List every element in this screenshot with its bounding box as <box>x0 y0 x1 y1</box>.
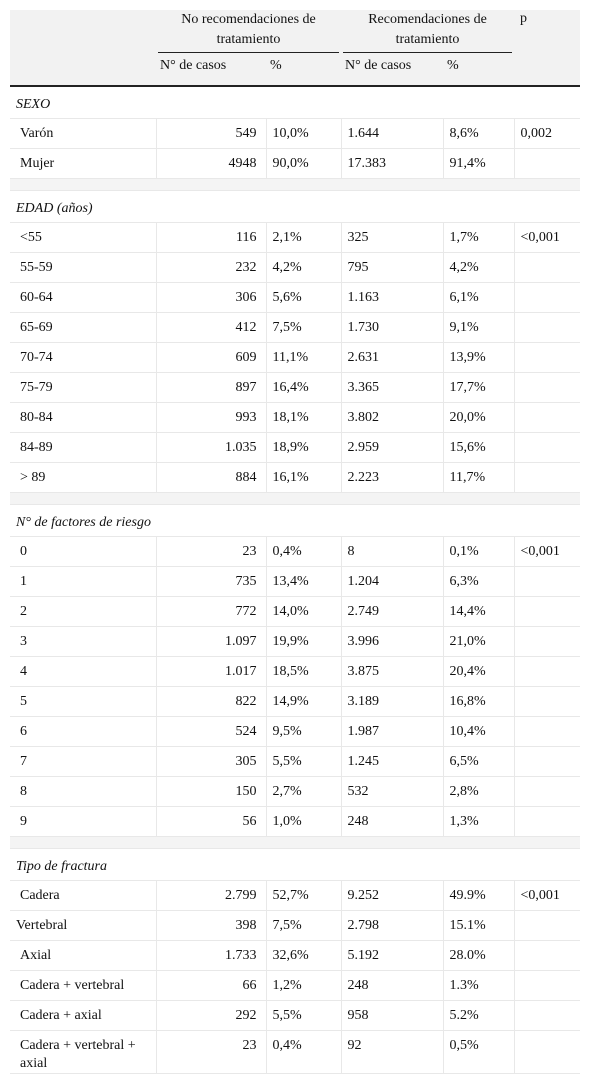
cell-n-casos-no: 884 <box>156 462 266 492</box>
table-row <box>10 566 580 596</box>
row-label: 5 <box>10 686 156 716</box>
cell-n-casos-si: 9.252 <box>341 880 443 910</box>
table-row <box>10 686 580 716</box>
cell-p-value <box>514 596 580 626</box>
cell-pct-no: 1,0% <box>266 806 341 836</box>
row-label: Mujer <box>10 148 156 178</box>
cell-pct-no: 5,5% <box>266 1000 341 1030</box>
cell-pct-no: 2,7% <box>266 776 341 806</box>
cell-pct-no: 0,4% <box>266 536 341 566</box>
cell-p-value <box>514 566 580 596</box>
cell-n-casos-si: 795 <box>341 252 443 282</box>
cell-p-value <box>514 940 580 970</box>
cell-n-casos-no: 993 <box>156 402 266 432</box>
header-row-groups <box>10 10 580 53</box>
cell-n-casos-no: 1.017 <box>156 656 266 686</box>
cell-n-casos-si: 1.163 <box>341 282 443 312</box>
cell-n-casos-no: 772 <box>156 596 266 626</box>
table-row <box>10 656 580 686</box>
row-label: 4 <box>10 656 156 686</box>
header-p: p <box>514 10 580 53</box>
cell-pct-no: 16,1% <box>266 462 341 492</box>
header-empty <box>10 53 156 86</box>
row-label: Cadera <box>10 880 156 910</box>
cell-n-casos-no: 2.799 <box>156 880 266 910</box>
cell-pct-si: 1.3% <box>443 970 514 1000</box>
row-label: 2 <box>10 596 156 626</box>
row-label: 0 <box>10 536 156 566</box>
table-row <box>10 222 580 252</box>
row-label: 8 <box>10 776 156 806</box>
header-pct-si: % <box>443 53 514 86</box>
table-row <box>10 880 580 910</box>
cell-p-value <box>514 656 580 686</box>
table-row <box>10 596 580 626</box>
cell-n-casos-si: 17.383 <box>341 148 443 178</box>
cell-n-casos-no: 4948 <box>156 148 266 178</box>
cell-n-casos-no: 412 <box>156 312 266 342</box>
cell-n-casos-no: 1.035 <box>156 432 266 462</box>
row-label: 70-74 <box>10 342 156 372</box>
header-group-no-recomendaciones <box>156 10 341 53</box>
cell-pct-si: 21,0% <box>443 626 514 656</box>
cell-n-casos-si: 92 <box>341 1030 443 1073</box>
cell-pct-no: 90,0% <box>266 148 341 178</box>
cell-pct-si: 28.0% <box>443 940 514 970</box>
cell-pct-si: 8,6% <box>443 118 514 148</box>
table-row <box>10 252 580 282</box>
table-row <box>10 776 580 806</box>
cell-pct-no: 4,2% <box>266 252 341 282</box>
row-label: Cadera + axial <box>10 1000 156 1030</box>
table-row <box>10 746 580 776</box>
section-spacer <box>10 836 580 848</box>
table-row <box>10 940 580 970</box>
cell-pct-no: 10,0% <box>266 118 341 148</box>
cell-pct-no: 9,5% <box>266 716 341 746</box>
cell-pct-si: 4,2% <box>443 252 514 282</box>
cell-n-casos-si: 3.189 <box>341 686 443 716</box>
cell-p-value <box>514 716 580 746</box>
cell-n-casos-no: 1.097 <box>156 626 266 656</box>
cell-pct-si: 13,9% <box>443 342 514 372</box>
cell-pct-no: 13,4% <box>266 566 341 596</box>
cell-pct-no: 18,5% <box>266 656 341 686</box>
cell-n-casos-no: 609 <box>156 342 266 372</box>
table-row <box>10 432 580 462</box>
data-table <box>10 10 580 1074</box>
table-row <box>10 372 580 402</box>
cell-pct-si: 20,0% <box>443 402 514 432</box>
row-label: 60-64 <box>10 282 156 312</box>
cell-pct-no: 14,9% <box>266 686 341 716</box>
cell-pct-si: 10,4% <box>443 716 514 746</box>
row-label: 84-89 <box>10 432 156 462</box>
cell-p-value <box>514 626 580 656</box>
cell-n-casos-no: 1.733 <box>156 940 266 970</box>
row-label: 55-59 <box>10 252 156 282</box>
cell-n-casos-si: 2.959 <box>341 432 443 462</box>
cell-p-value <box>514 462 580 492</box>
cell-pct-si: 16,8% <box>443 686 514 716</box>
cell-p-value <box>514 806 580 836</box>
cell-pct-no: 11,1% <box>266 342 341 372</box>
cell-n-casos-no: 23 <box>156 1030 266 1073</box>
cell-n-casos-no: 232 <box>156 252 266 282</box>
section-header-n-de-factores-de-riesgo <box>10 504 580 536</box>
cell-n-casos-no: 735 <box>156 566 266 596</box>
table-row <box>10 1000 580 1030</box>
header-group-si-label: Recomendaciones de tratamiento <box>343 10 512 53</box>
row-label: 75-79 <box>10 372 156 402</box>
cell-n-casos-no: 398 <box>156 910 266 940</box>
cell-pct-si: 6,1% <box>443 282 514 312</box>
cell-pct-si: 0,1% <box>443 536 514 566</box>
cell-n-casos-si: 8 <box>341 536 443 566</box>
table-row <box>10 806 580 836</box>
cell-n-casos-no: 306 <box>156 282 266 312</box>
header-group-recomendaciones <box>341 10 514 53</box>
cell-n-casos-si: 248 <box>341 970 443 1000</box>
cell-pct-si: 1,3% <box>443 806 514 836</box>
row-label: 9 <box>10 806 156 836</box>
header-pct-no: % <box>266 53 341 86</box>
cell-n-casos-si: 3.996 <box>341 626 443 656</box>
cell-pct-si: 20,4% <box>443 656 514 686</box>
cell-n-casos-no: 305 <box>156 746 266 776</box>
cell-n-casos-si: 1.245 <box>341 746 443 776</box>
header-n-casos-si: N° de casos <box>341 53 443 86</box>
cell-p-value <box>514 252 580 282</box>
table-row <box>10 716 580 746</box>
cell-n-casos-no: 66 <box>156 970 266 1000</box>
cell-n-casos-si: 1.644 <box>341 118 443 148</box>
cell-pct-no: 19,9% <box>266 626 341 656</box>
table-row <box>10 402 580 432</box>
section-title: N° de factores de riesgo <box>10 504 580 536</box>
cell-n-casos-no: 292 <box>156 1000 266 1030</box>
cell-pct-no: 7,5% <box>266 910 341 940</box>
cell-n-casos-si: 3.802 <box>341 402 443 432</box>
cell-pct-si: 0,5% <box>443 1030 514 1073</box>
cell-n-casos-no: 897 <box>156 372 266 402</box>
row-label: <55 <box>10 222 156 252</box>
row-label: Vertebral <box>10 910 156 940</box>
cell-pct-no: 16,4% <box>266 372 341 402</box>
section-spacer-cell <box>10 492 580 504</box>
cell-n-casos-si: 5.192 <box>341 940 443 970</box>
section-header-sexo <box>10 86 580 118</box>
section-spacer-cell <box>10 178 580 190</box>
cell-n-casos-no: 150 <box>156 776 266 806</box>
table-row <box>10 282 580 312</box>
header-group-no-label: No recomendaciones de tratamiento <box>158 10 339 53</box>
cell-p-value <box>514 148 580 178</box>
cell-p-value: <0,001 <box>514 880 580 910</box>
cell-n-casos-si: 325 <box>341 222 443 252</box>
cell-p-value <box>514 1000 580 1030</box>
cell-pct-si: 15,6% <box>443 432 514 462</box>
header-row-columns <box>10 53 580 86</box>
cell-n-casos-no: 116 <box>156 222 266 252</box>
cell-p-value <box>514 1030 580 1073</box>
cell-n-casos-si: 3.365 <box>341 372 443 402</box>
cell-pct-si: 9,1% <box>443 312 514 342</box>
cell-p-value <box>514 372 580 402</box>
row-label: Cadera + vertebral + axial <box>10 1030 156 1073</box>
cell-n-casos-no: 822 <box>156 686 266 716</box>
cell-pct-no: 14,0% <box>266 596 341 626</box>
row-label: Varón <box>10 118 156 148</box>
cell-pct-no: 2,1% <box>266 222 341 252</box>
section-title: SEXO <box>10 86 580 118</box>
cell-pct-si: 5.2% <box>443 1000 514 1030</box>
cell-p-value <box>514 342 580 372</box>
cell-pct-no: 18,1% <box>266 402 341 432</box>
cell-pct-si: 91,4% <box>443 148 514 178</box>
header-n-casos-no: N° de casos <box>156 53 266 86</box>
cell-n-casos-si: 3.875 <box>341 656 443 686</box>
cell-n-casos-no: 524 <box>156 716 266 746</box>
cell-pct-si: 49.9% <box>443 880 514 910</box>
cell-pct-no: 18,9% <box>266 432 341 462</box>
cell-n-casos-si: 2.749 <box>341 596 443 626</box>
cell-n-casos-no: 56 <box>156 806 266 836</box>
cell-pct-si: 6,3% <box>443 566 514 596</box>
cell-pct-si: 11,7% <box>443 462 514 492</box>
table-row <box>10 1030 580 1073</box>
table-row <box>10 970 580 1000</box>
cell-n-casos-no: 23 <box>156 536 266 566</box>
cell-p-value <box>514 910 580 940</box>
section-title: EDAD (años) <box>10 190 580 222</box>
cell-n-casos-si: 2.223 <box>341 462 443 492</box>
cell-pct-no: 52,7% <box>266 880 341 910</box>
cell-n-casos-si: 958 <box>341 1000 443 1030</box>
cell-n-casos-si: 532 <box>341 776 443 806</box>
cell-pct-no: 32,6% <box>266 940 341 970</box>
table-row <box>10 118 580 148</box>
cell-n-casos-si: 248 <box>341 806 443 836</box>
section-header-edad-anos <box>10 190 580 222</box>
cell-p-value: 0,002 <box>514 118 580 148</box>
section-header-tipo-de-fractura <box>10 848 580 880</box>
header-p-empty <box>514 53 580 86</box>
cell-n-casos-si: 2.798 <box>341 910 443 940</box>
cell-n-casos-si: 1.204 <box>341 566 443 596</box>
section-spacer <box>10 492 580 504</box>
cell-p-value <box>514 970 580 1000</box>
cell-p-value <box>514 432 580 462</box>
cell-pct-no: 1,2% <box>266 970 341 1000</box>
cell-p-value <box>514 312 580 342</box>
cell-p-value <box>514 282 580 312</box>
cell-pct-no: 5,6% <box>266 282 341 312</box>
cell-n-casos-si: 2.631 <box>341 342 443 372</box>
section-title: Tipo de fractura <box>10 848 580 880</box>
table-row <box>10 148 580 178</box>
table-body <box>10 86 580 1073</box>
cell-pct-no: 5,5% <box>266 746 341 776</box>
cell-pct-no: 0,4% <box>266 1030 341 1073</box>
cell-pct-si: 1,7% <box>443 222 514 252</box>
cell-n-casos-no: 549 <box>156 118 266 148</box>
cell-p-value <box>514 686 580 716</box>
row-label: 65-69 <box>10 312 156 342</box>
cell-n-casos-si: 1.987 <box>341 716 443 746</box>
cell-p-value <box>514 402 580 432</box>
section-spacer-cell <box>10 836 580 848</box>
table-row <box>10 342 580 372</box>
table-row <box>10 910 580 940</box>
cell-pct-si: 15.1% <box>443 910 514 940</box>
cell-pct-si: 6,5% <box>443 746 514 776</box>
table-row <box>10 536 580 566</box>
row-label: 3 <box>10 626 156 656</box>
cell-pct-si: 17,7% <box>443 372 514 402</box>
cell-p-value: <0,001 <box>514 222 580 252</box>
cell-pct-si: 2,8% <box>443 776 514 806</box>
row-label: > 89 <box>10 462 156 492</box>
cell-p-value <box>514 776 580 806</box>
cell-p-value: <0,001 <box>514 536 580 566</box>
row-label: Cadera + vertebral <box>10 970 156 1000</box>
cell-pct-si: 14,4% <box>443 596 514 626</box>
table-row <box>10 462 580 492</box>
cell-n-casos-si: 1.730 <box>341 312 443 342</box>
section-spacer <box>10 178 580 190</box>
cell-p-value <box>514 746 580 776</box>
row-label: 80-84 <box>10 402 156 432</box>
table-row <box>10 312 580 342</box>
table-row <box>10 626 580 656</box>
row-label: 1 <box>10 566 156 596</box>
row-label: 6 <box>10 716 156 746</box>
row-label: 7 <box>10 746 156 776</box>
cell-pct-no: 7,5% <box>266 312 341 342</box>
row-label: Axial <box>10 940 156 970</box>
header-corner <box>10 10 156 53</box>
